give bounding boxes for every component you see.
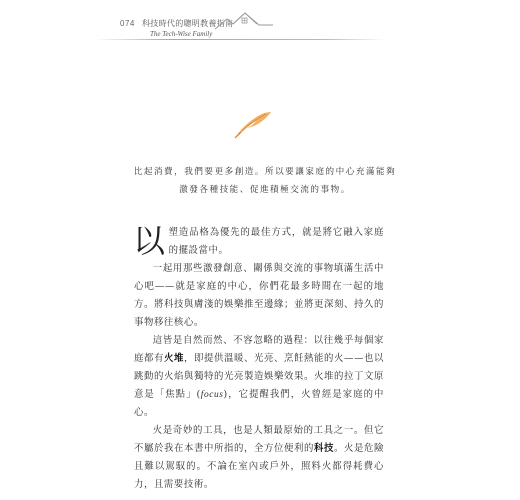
epigraph-line-2: 激發各種技能、促進積極交流的事物。 [179, 185, 351, 195]
paragraph-3-text-a: 這皆是自然而然、不容忽略的過程：以往幾乎每個家庭都有 [134, 335, 384, 364]
page-number: 074 [120, 19, 135, 28]
paragraph-4-text-b: 。火是危險且難以駕馭的。不論在室內或戶外，照料火都得耗費心力，且需要技術。 [134, 443, 384, 490]
keyword-focus: focus [200, 390, 224, 400]
quill-icon [232, 110, 272, 140]
keyword-fire: 火堆 [164, 353, 185, 364]
header-rule [95, 39, 385, 40]
paragraph-4 [134, 422, 384, 494]
body-text [134, 224, 384, 494]
running-subtitle: The Tech-Wise Family [150, 30, 213, 38]
paragraph-3-text-b: ，即提供溫暖、光亮、烹飪熱能的火——也以跳動的火焰與獨特的光亮製造娛樂效果。火堆的拉丁文原意是「焦點」( [134, 353, 384, 400]
drop-cap: 以 [133, 222, 166, 260]
paragraph-3 [134, 332, 384, 422]
house-icon [215, 10, 273, 30]
paragraph-4-text-a: 火是奇妙的工具，也是人類最原始的工具之一。但它不屬於我在本書中所指的，全方位便利的 [134, 425, 384, 454]
paragraph-2: 一起用那些激發創意、關係與交流的事物填滿生活中心吧——就是家庭的中心，你們花最多時間在一起的地方。將科技與膚淺的娛樂推至邊緣；並將更深刻、持久的事物移往核心。 [134, 263, 384, 328]
epigraph [120, 163, 410, 199]
epigraph-line-1: 比起消費，我們要更多創造。所以要讓家庭的中心充滿能夠 [133, 167, 397, 177]
paragraph-3-text-c: )，它提醒我們，火曾經是家庭的中心。 [134, 389, 385, 418]
paragraph-1-text: 塑造品格為優先的最佳方式，就是將它融入家庭的擺設當中。 [168, 227, 384, 256]
running-title: 科技時代的聰明教養指南 [142, 19, 234, 28]
keyword-technology: 科技 [314, 443, 334, 454]
page-header [0, 0, 520, 50]
paragraph-1 [134, 224, 384, 260]
